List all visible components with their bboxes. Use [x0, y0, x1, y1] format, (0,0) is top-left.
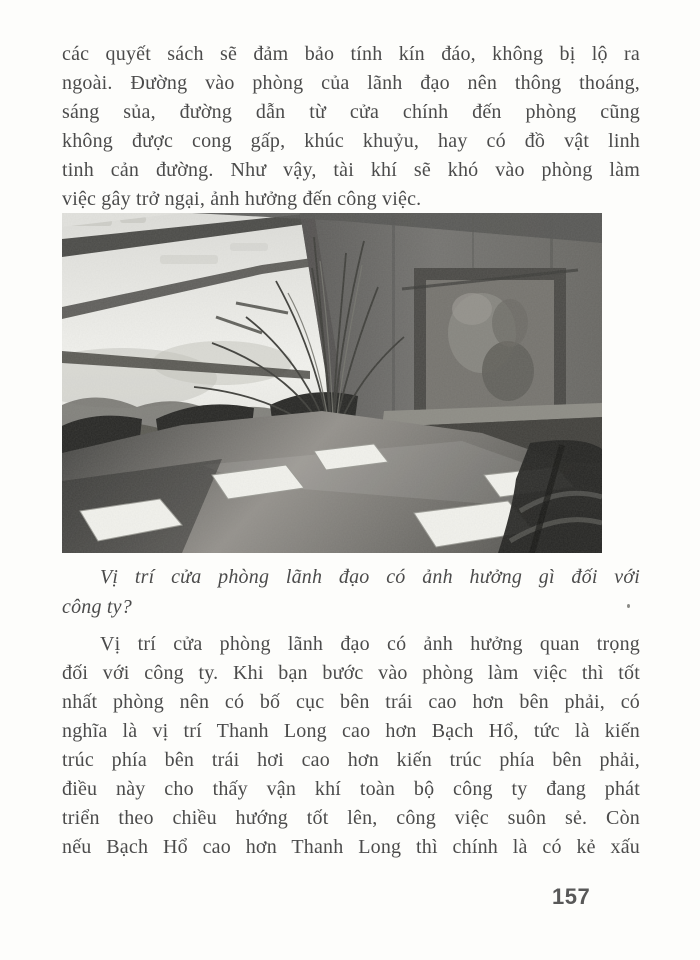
question-italic — [62, 562, 640, 622]
paragraph-main — [62, 630, 640, 862]
text-line: trúc phía bên trái hơi cao hơn kiến trúc phía bên phải, — [62, 749, 640, 771]
print-speck — [627, 604, 630, 608]
text-line: nếu Bạch Hổ cao hơn Thanh Long thì chính là có kẻ xấu — [62, 836, 640, 858]
page-number: 157 — [552, 884, 591, 909]
text-line: đối với công ty. Khi bạn bước vào phòng làm việc thì tốt — [62, 662, 640, 684]
text-line: Vị trí cửa phòng lãnh đạo có ảnh hưởng gì đối với — [100, 566, 640, 588]
text-line: điều này cho thấy vận khí toàn bộ công ty đang phát — [62, 778, 640, 800]
text-line: việc gây trở ngại, ảnh hưởng đến công việc. — [62, 188, 422, 210]
text-line: ngoài. Đường vào phòng của lãnh đạo nên thông thoáng, — [62, 72, 640, 94]
text-line: không được cong gấp, khúc khuỷu, hay có đồ vật linh — [62, 130, 640, 152]
paragraph-top — [62, 40, 640, 214]
text-line: Vị trí cửa phòng lãnh đạo có ảnh hưởng quan trọng — [100, 633, 640, 655]
text-line: các quyết sách sẽ đảm bảo tính kín đáo, không bị lộ ra — [62, 43, 640, 65]
text-line: công ty? — [62, 596, 132, 618]
text-line: nhất phòng nên có bố cục bên trái cao hơn bên phải, có — [62, 691, 640, 713]
conference-room-photo-art — [62, 213, 602, 553]
conference-room-photo — [62, 213, 602, 553]
text-line: nghĩa là vị trí Thanh Long cao hơn Bạch Hổ, tức là kiến — [62, 720, 640, 742]
text-line: triển theo chiều hướng tốt lên, công việc suôn sẻ. Còn — [62, 807, 640, 829]
text-line: tinh cản đường. Như vậy, tài khí sẽ khó vào phòng làm — [62, 159, 640, 181]
text-line: sáng sủa, đường dẫn từ cửa chính đến phòng cũng — [62, 101, 640, 123]
